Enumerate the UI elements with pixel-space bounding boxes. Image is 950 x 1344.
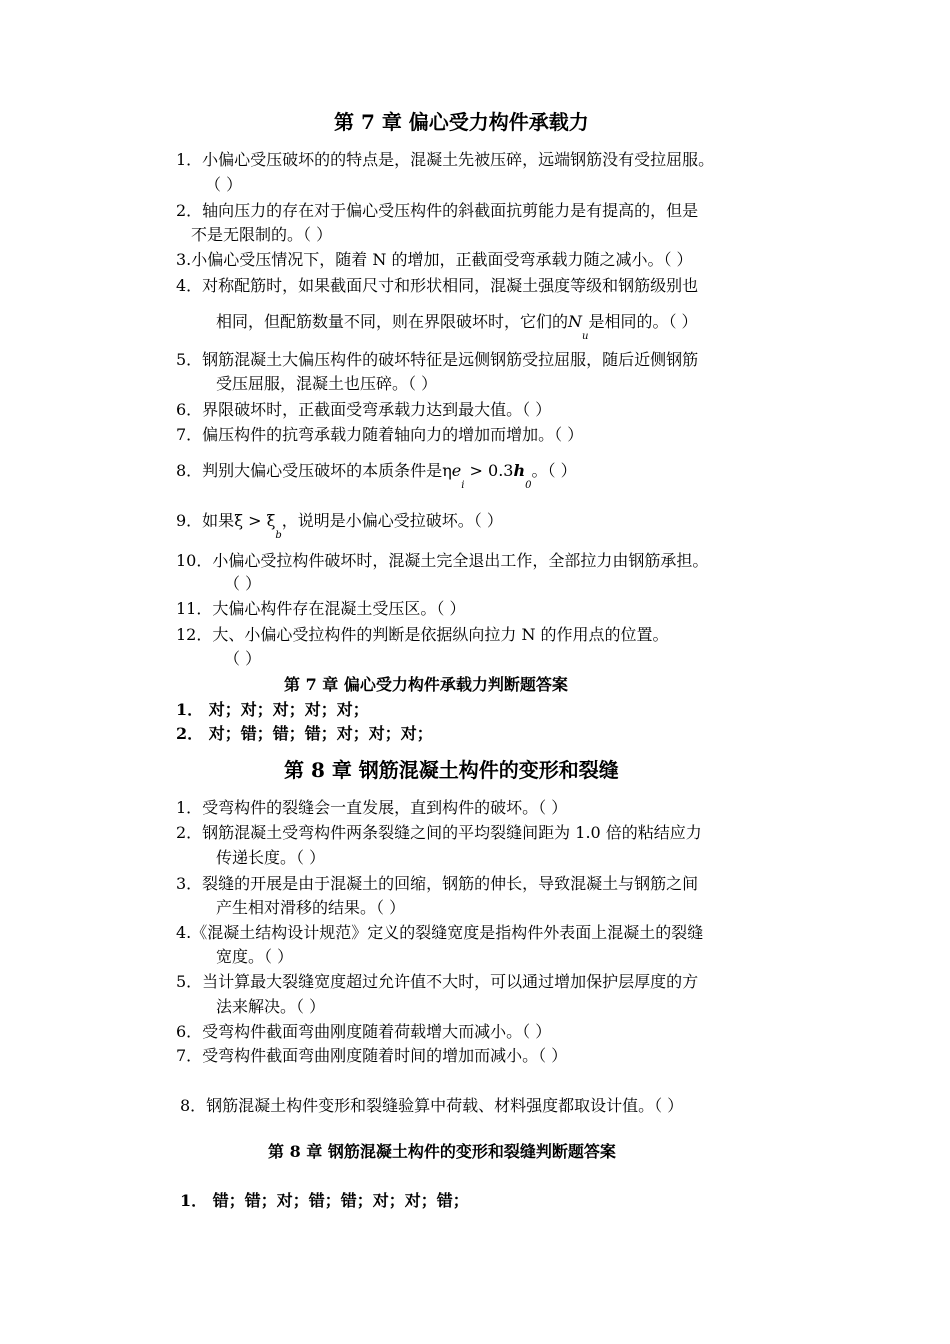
ch8-question-5-cont: 法来解决。（ ）	[216, 997, 326, 1016]
ch8-question-1: 1．受弯构件的裂缝会一直发展，直到构件的破坏。（ ）	[176, 798, 568, 817]
ch7-question-4-text: 相同，但配筋数量不同，则在界限破坏时，它们的	[216, 312, 569, 331]
symbol-eta: η	[442, 461, 452, 480]
ch7-question-4-text-end: 是相同的。（ ）	[588, 312, 698, 331]
ch7-question-12: 12．大、小偏心受拉构件的判断是依据纵向拉力 N 的作用点的位置。	[176, 625, 669, 644]
subscript-0: 0	[525, 480, 532, 491]
ch7-question-4-cont	[216, 312, 698, 342]
ch8-answers-1: 1． 错；错；对；错；错；对；对；错；	[180, 1191, 469, 1210]
chapter-7-answers-title: 第 7 章 偏心受力构件承载力判断题答案	[284, 675, 568, 694]
ch8-question-4: 4.《混凝土结构设计规范》定义的裂缝宽度是指构件外表面上混凝土的裂缝	[176, 923, 704, 942]
ch7-question-8	[176, 461, 577, 491]
ch7-question-9-text-end: ，说明是小偏心受拉破坏。（ ）	[281, 511, 503, 530]
ch7-question-5: 5．钢筋混凝土大偏压构件的破坏特征是远侧钢筋受拉屈服，随后近侧钢筋	[176, 350, 699, 369]
ch7-question-9-text: 9．如果	[176, 511, 235, 530]
subscript-u: u	[582, 331, 589, 342]
chapter-8-title: 第 8 章 钢筋混凝土构件的变形和裂缝	[284, 758, 619, 782]
symbol-h: h	[513, 461, 526, 480]
ch8-question-2: 2．钢筋混凝土受弯构件两条裂缝之间的平均裂缝间距为 1.0 倍的粘结应力	[176, 823, 702, 842]
symbol-xi: ξ > ξ	[234, 511, 276, 530]
ch7-question-9	[176, 511, 503, 541]
ch7-question-6: 6．界限破坏时，正截面受弯承载力达到最大值。（ ）	[176, 400, 552, 419]
ch7-answers-1: 1． 对；对；对；对；对；	[176, 700, 369, 719]
ch7-question-10-answer-blank: （ ）	[224, 574, 262, 593]
ch7-question-2-cont: 不是无限制的。（ ）	[191, 225, 333, 244]
ch7-answers-2: 2． 对；错；错；错；对；对；对；	[176, 724, 433, 743]
subscript-i: i	[461, 480, 465, 491]
ch8-question-6: 6．受弯构件截面弯曲刚度随着荷载增大而减小。（ ）	[176, 1022, 552, 1041]
symbol-gt-03: > 0.3	[464, 461, 514, 480]
ch8-question-4-cont: 宽度。（ ）	[216, 947, 294, 966]
subscript-b: b	[275, 530, 282, 541]
ch7-question-12-answer-blank: （ ）	[224, 649, 262, 668]
ch8-question-2-cont: 传递长度。（ ）	[216, 848, 326, 867]
symbol-N: N	[568, 312, 583, 331]
ch7-question-7: 7．偏压构件的抗弯承载力随着轴向力的增加而增加。（ ）	[176, 425, 584, 444]
ch7-question-1-answer-blank: （ ）	[205, 175, 243, 194]
ch7-question-5-cont: 受压屈服，混凝土也压碎。（ ）	[216, 374, 438, 393]
ch7-question-8-text: 8．判别大偏心受压破坏的本质条件是	[176, 461, 443, 480]
ch8-question-5: 5．当计算最大裂缝宽度超过允许值不大时，可以通过增加保护层厚度的方	[176, 972, 699, 991]
ch7-question-2: 2．轴向压力的存在对于偏心受压构件的斜截面抗剪能力是有提高的，但是	[176, 201, 699, 220]
ch7-question-11: 11．大偏心构件存在混凝土受压区。（ ）	[176, 599, 466, 618]
ch8-question-8: 8．钢筋混凝土构件变形和裂缝验算中荷载、材料强度都取设计值。（ ）	[180, 1096, 684, 1115]
ch7-question-10: 10．小偏心受拉构件破坏时，混凝土完全退出工作，全部拉力由钢筋承担。	[176, 551, 709, 570]
ch8-question-3-cont: 产生相对滑移的结果。（ ）	[216, 898, 406, 917]
ch7-question-4: 4．对称配筋时，如果截面尺寸和形状相同，混凝土强度等级和钢筋级别也	[176, 276, 699, 295]
ch7-question-1: 1．小偏心受压破坏的的特点是，混凝土先被压碎，远端钢筋没有受拉屈服。	[176, 150, 715, 169]
ch8-question-3: 3．裂缝的开展是由于混凝土的回缩，钢筋的伸长，导致混凝土与钢筋之间	[176, 874, 699, 893]
chapter-8-answers-title: 第 8 章 钢筋混凝土构件的变形和裂缝判断题答案	[268, 1142, 616, 1161]
symbol-e: e	[451, 461, 462, 480]
chapter-7-title: 第 7 章 偏心受力构件承载力	[334, 110, 589, 134]
ch7-question-3: 3.小偏心受压情况下，随着 N 的增加，正截面受弯承载力随之减小。（ ）	[176, 250, 693, 269]
ch7-question-8-text-end: 。（ ）	[531, 461, 577, 480]
ch8-question-7: 7．受弯构件截面弯曲刚度随着时间的增加而减小。（ ）	[176, 1046, 568, 1065]
